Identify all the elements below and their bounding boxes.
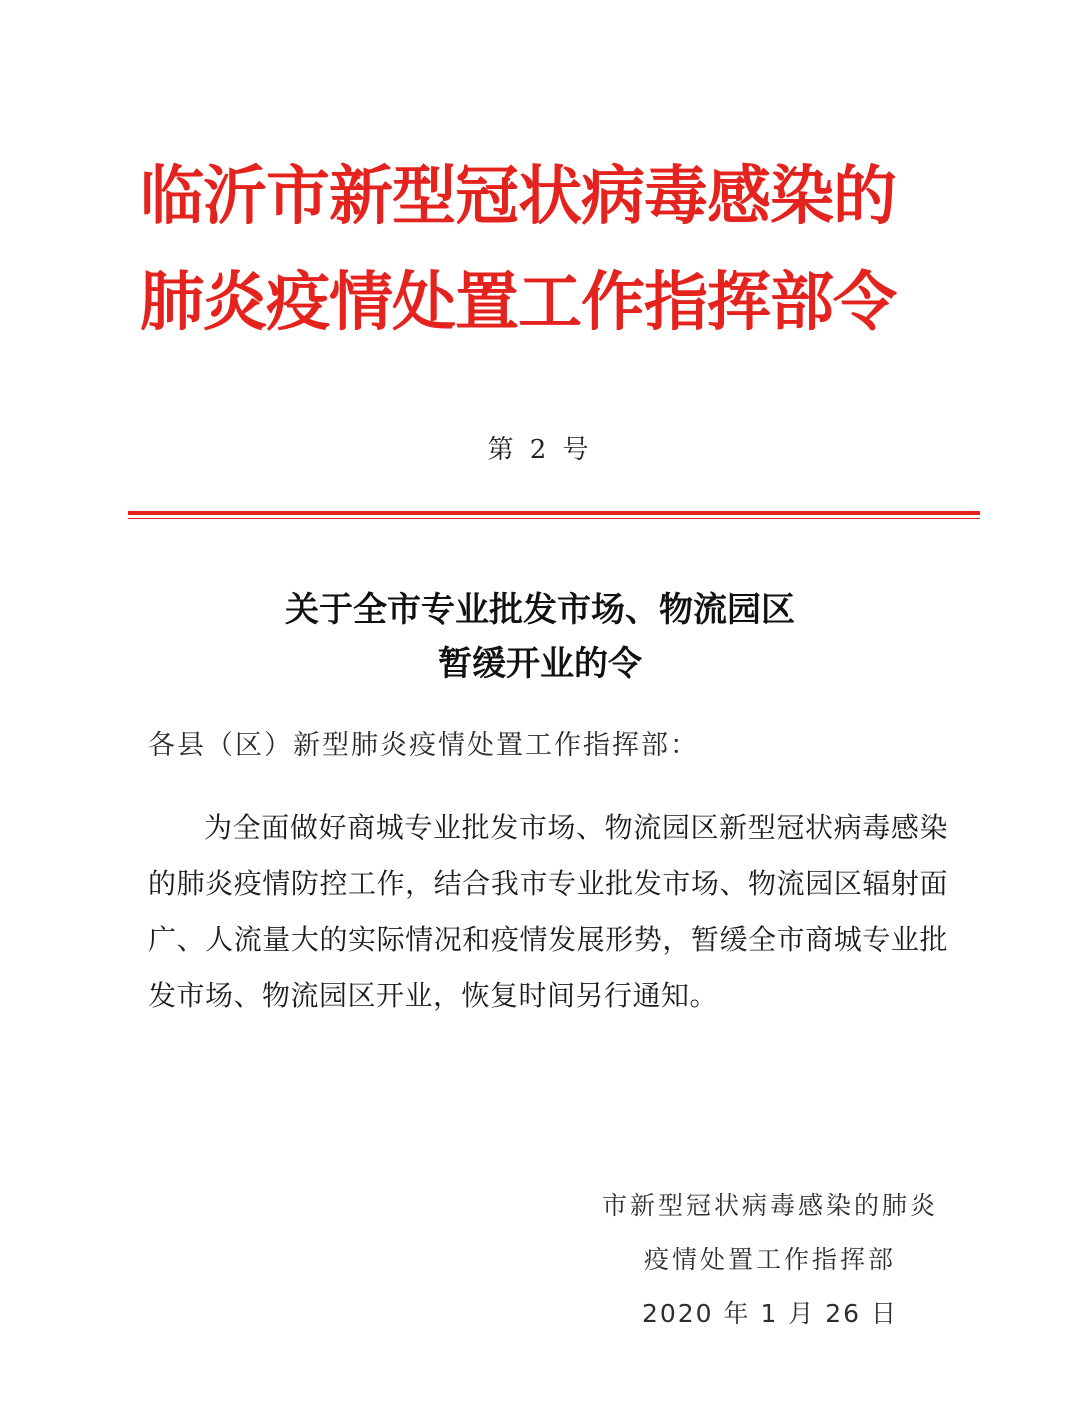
- signature-org-line1: 市新型冠状病毒感染的肺炎: [601, 1191, 938, 1220]
- signature-org-line2: 疫情处置工作指挥部: [643, 1245, 896, 1274]
- red-divider-thick: [128, 511, 980, 515]
- body-paragraph: 为全面做好商城专业批发市场、物流园区新型冠状病毒感染的肺炎疫情防控工作，结合我市专业批发市场、物流园区辐射面广、人流量大的实际情况和疫情发展形势，暂缓全市商城专业批发市场、物流园区开业，恢复时间另行通知。: [148, 811, 948, 1012]
- header-title-line2: 肺炎疫情处置工作指挥部令: [140, 265, 896, 340]
- red-divider-thin: [128, 518, 980, 519]
- red-divider: [128, 511, 980, 516]
- signature-date: 2020 年 1 月 26 日: [641, 1299, 899, 1328]
- header-title-line1: 临沂市新型冠状病毒感染的: [140, 159, 896, 234]
- document-number: 第 2 号: [487, 435, 593, 465]
- salutation: 各县（区）新型肺炎疫情处置工作指挥部：: [148, 730, 699, 761]
- subject-title-line1: 关于全市专业批发市场、物流园区: [285, 590, 795, 630]
- subject-title-line2: 暂缓开业的令: [438, 644, 642, 684]
